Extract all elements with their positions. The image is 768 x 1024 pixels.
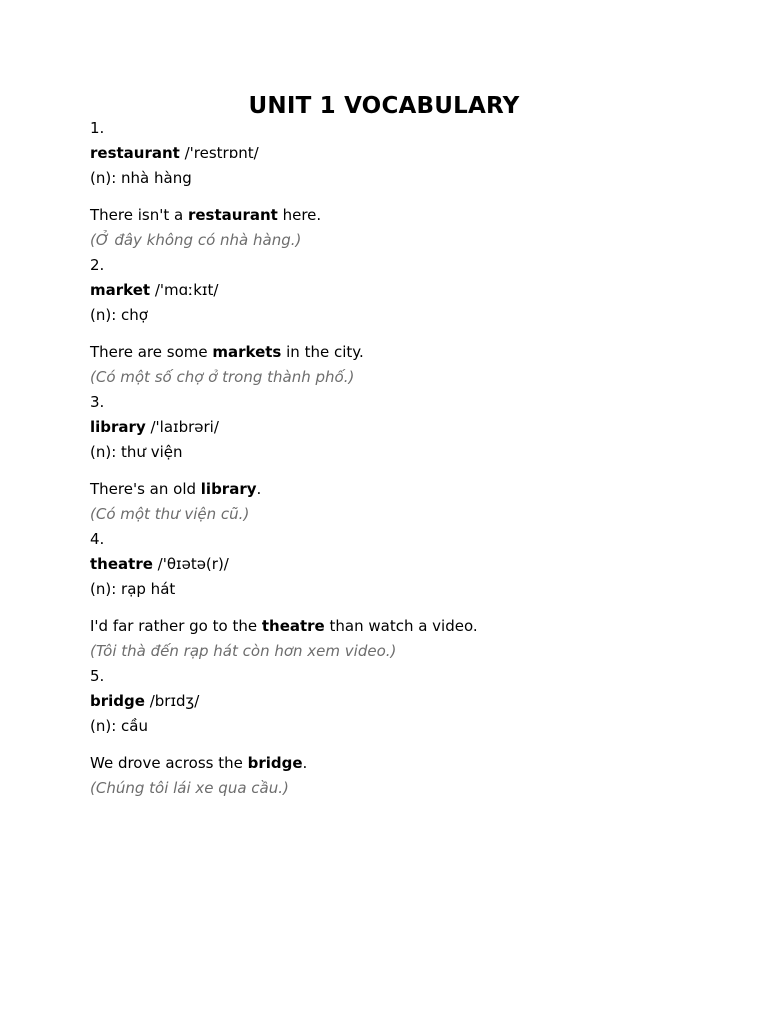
word-line — [90, 278, 690, 303]
pronunciation: /'restrɒnt/ — [179, 144, 259, 162]
example-translation: (Tôi thà đến rạp hát còn hơn xem video.) — [90, 642, 397, 660]
example-text-after: . — [302, 754, 308, 772]
example-translation: (Ở đây không có nhà hàng.) — [90, 231, 302, 249]
example-keyword: markets — [212, 343, 282, 361]
example-keyword: restaurant — [187, 206, 278, 224]
pronunciation: /brɪdʒ/ — [144, 692, 200, 710]
entry-number: 2. — [90, 256, 105, 274]
entry-number: 3. — [90, 393, 105, 411]
entry-number: 5. — [90, 667, 105, 685]
vocab-word: market — [90, 281, 151, 299]
vocabulary-entry — [90, 527, 690, 664]
example-translation: (Có một số chợ ở trong thành phố.) — [90, 368, 355, 386]
vocabulary-list — [90, 116, 690, 801]
example-sentence — [90, 477, 690, 502]
page-title: UNIT 1 VOCABULARY — [248, 93, 520, 119]
vocab-word: bridge — [90, 692, 145, 710]
meaning: (n): thư viện — [90, 443, 183, 461]
example-text-after: . — [256, 480, 262, 498]
example-translation: (Có một thư viện cũ.) — [90, 505, 250, 523]
vocab-word: library — [90, 418, 146, 436]
example-sentence — [90, 203, 690, 228]
example-text-after: than watch a video. — [324, 617, 478, 635]
example-sentence — [90, 751, 690, 776]
example-text-after: here. — [277, 206, 322, 224]
vocabulary-entry — [90, 390, 690, 527]
example-translation: (Chúng tôi lái xe qua cầu.) — [90, 779, 289, 797]
pronunciation: /'laɪbrəri/ — [145, 418, 219, 436]
example-sentence — [90, 340, 690, 365]
meaning: (n): nhà hàng — [90, 169, 192, 187]
example-text-before: I'd far rather go to the — [90, 617, 262, 635]
vocabulary-entry — [90, 664, 690, 801]
example-text-before: We drove across the — [90, 754, 248, 772]
meaning: (n): chợ — [90, 306, 148, 324]
meaning: (n): rạp hát — [90, 580, 176, 598]
word-line — [90, 141, 690, 166]
entry-number: 1. — [90, 119, 105, 137]
vocab-word: restaurant — [90, 144, 180, 162]
word-line — [90, 552, 690, 577]
vocab-word: theatre — [90, 555, 153, 573]
meaning: (n): cầu — [90, 717, 148, 735]
example-keyword: bridge — [247, 754, 303, 772]
example-text-after: in the city. — [281, 343, 364, 361]
example-keyword: theatre — [261, 617, 325, 635]
word-line — [90, 415, 690, 440]
pronunciation: /'θɪətə(r)/ — [152, 555, 229, 573]
example-text-before: There's an old — [90, 480, 201, 498]
example-text-before: There isn't a — [90, 206, 188, 224]
example-text-before: There are some — [90, 343, 213, 361]
pronunciation: /'mɑːkɪt/ — [150, 281, 219, 299]
vocabulary-entry — [90, 116, 690, 253]
example-keyword: library — [200, 480, 257, 498]
word-line — [90, 689, 690, 714]
entry-number: 4. — [90, 530, 105, 548]
example-sentence — [90, 614, 690, 639]
vocabulary-entry — [90, 253, 690, 390]
